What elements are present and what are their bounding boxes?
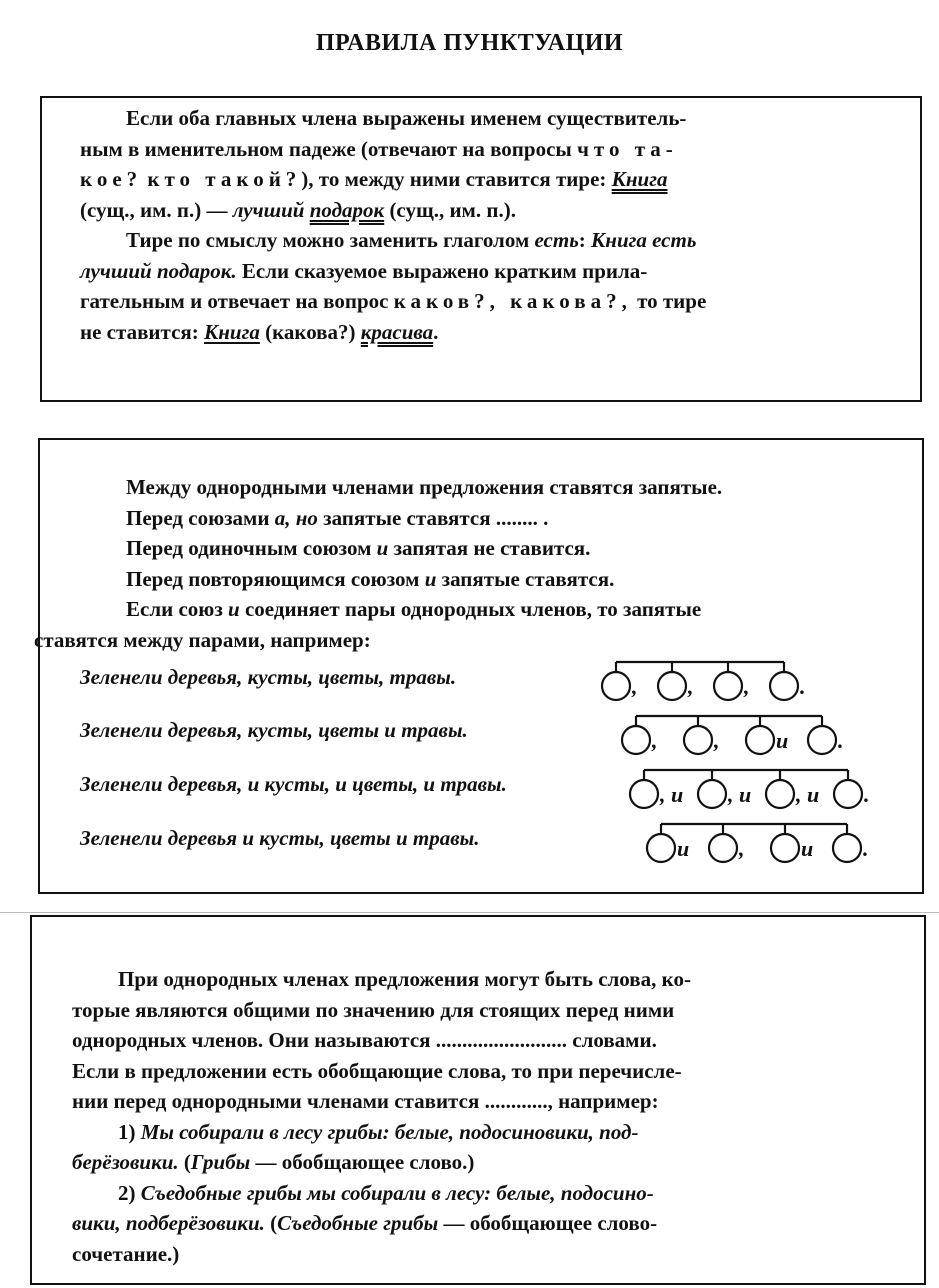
scheme-diagram <box>628 764 888 814</box>
example-predicate: красива <box>360 319 434 344</box>
blank-field: ............, например: <box>484 1089 659 1113</box>
text-line: ставятся между парами, например: <box>34 627 371 652</box>
text-line: словами. <box>572 1028 657 1052</box>
scheme-circle <box>771 834 799 862</box>
text-line: При однородных членах предложения могут быть слова, ко- <box>118 967 691 991</box>
page-title: ПРАВИЛА ПУНКТУАЦИИ <box>315 30 624 56</box>
scheme-circle <box>770 672 798 700</box>
scheme-circle <box>714 672 742 700</box>
text-line: ), то между ними ставится тире: <box>301 167 607 191</box>
example-sentence: берёзовики. <box>72 1150 179 1174</box>
scheme-separator: , <box>688 674 694 699</box>
text-line: Перед одиночным союзом <box>126 536 372 560</box>
scheme-circle <box>602 672 630 700</box>
question-text: кое? <box>80 167 143 191</box>
text-line: Тире по смыслу можно заменить глаголом <box>126 228 530 252</box>
example-word: есть <box>534 228 579 252</box>
conjunction: и <box>376 536 389 560</box>
text-line: Если сказуемое выражено кратким прила- <box>241 258 648 283</box>
question-text: каков?, какова?, <box>393 289 632 313</box>
text-line: не ставится: <box>80 319 199 344</box>
scheme-separator: и <box>677 836 690 861</box>
text-line: Перед повторяющимся союзом <box>126 566 420 591</box>
text-line: Перед союзами <box>126 505 270 530</box>
text-line: . <box>433 319 439 344</box>
example-sentence: вики, подберёзовики. <box>72 1211 265 1235</box>
scheme-circle <box>647 834 675 862</box>
text-line: сочетание.) <box>72 1241 180 1266</box>
text-line: — обобщающее слово- <box>443 1211 658 1235</box>
text-line: запятая не ставится. <box>393 536 591 560</box>
scheme-diagram <box>600 656 830 706</box>
scheme-separator: и <box>776 728 789 753</box>
question-text: (какова?) <box>265 319 356 344</box>
list-number: 1) <box>118 1119 136 1144</box>
text-line: ( <box>183 1150 191 1174</box>
example-subject: Книга <box>204 319 260 344</box>
scheme-circle <box>630 780 658 808</box>
example-word: Грибы <box>190 1150 251 1174</box>
text-line: : <box>578 228 586 252</box>
dash-rule-text <box>80 103 883 347</box>
example-subject: Книга <box>611 167 668 191</box>
text-line: ( <box>270 1211 278 1235</box>
scheme-circle <box>698 780 726 808</box>
scheme-separator: . <box>863 836 869 861</box>
example-word: Съедобные грибы <box>277 1211 439 1235</box>
example-sentence: Зеленели деревья, кусты, цветы, травы. <box>80 665 457 689</box>
scheme-separator: , <box>632 674 638 699</box>
scheme-circle <box>834 780 862 808</box>
scheme-separator: , <box>744 674 750 699</box>
example-sentence: Книга есть <box>591 228 697 252</box>
scheme-separator: , и <box>660 782 684 807</box>
text-line: — обобщающее слово.) <box>255 1150 475 1174</box>
scheme-separator: , <box>714 728 720 753</box>
text-line: (сущ., им. п.). <box>389 197 516 222</box>
example-sentence: Зеленели деревья и кусты, цветы и травы. <box>80 826 480 850</box>
text-line: запятые ставятся. <box>441 566 615 591</box>
scheme-circle <box>746 726 774 754</box>
scheme-separator: , и <box>796 782 820 807</box>
example-sentence: Зеленели деревья, кусты, цветы и травы. <box>80 718 468 742</box>
blank-field: ......................... <box>435 1028 568 1052</box>
text-line: (сущ., им. п.) — <box>80 197 228 222</box>
question-text: что та- <box>577 136 678 161</box>
text-line: Если в предложении есть обобщающие слова, то при перечисле- <box>72 1058 682 1083</box>
question-text: кто такой? <box>147 167 302 191</box>
text-line: соединяет пары однородных членов, то запятые <box>244 597 702 621</box>
text-line: то тире <box>637 289 707 313</box>
conjunction: и <box>424 566 437 591</box>
conjunction: а, но <box>274 505 318 530</box>
example-sentence: Съедобные грибы мы собирали в лесу: белые, подосино- <box>140 1180 654 1205</box>
scheme-separator: , и <box>728 782 752 807</box>
comma-rule-text <box>34 472 883 655</box>
text-line: нии перед однородными членами ставится <box>72 1089 480 1113</box>
text-line: Если оба главных члена выражены именем существитель- <box>126 106 687 130</box>
text-line: однородных членов. Они называются <box>72 1028 431 1052</box>
scheme-diagram <box>620 710 860 760</box>
generalizing-rule-text <box>72 964 886 1269</box>
scheme-circle <box>622 726 650 754</box>
scheme-separator: , <box>652 728 658 753</box>
scheme-circle <box>684 726 712 754</box>
conjunction: и <box>228 597 240 621</box>
example-word: лучший <box>232 197 305 222</box>
list-number: 2) <box>118 1180 136 1205</box>
text-line: Если союз <box>126 597 223 621</box>
scheme-circle <box>808 726 836 754</box>
scheme-separator: и <box>801 836 814 861</box>
scheme-diagram <box>645 818 885 868</box>
text-line: гательным и отвечает на вопрос <box>80 289 389 313</box>
example-sentence: Мы собирали в лесу грибы: белые, подосиновики, под- <box>140 1119 639 1144</box>
scheme-separator: . <box>838 728 844 753</box>
scheme-separator: . <box>864 782 870 807</box>
scheme-separator: . <box>800 674 806 699</box>
text-line: торые являются общими по значению для стоящих перед ними <box>72 997 675 1022</box>
scheme-circle <box>833 834 861 862</box>
scheme-circle <box>709 834 737 862</box>
divider <box>0 912 939 913</box>
example-sentence: лучший подарок. <box>80 258 237 283</box>
text-line: запятые ставятся ........ . <box>323 505 549 530</box>
scheme-circle <box>766 780 794 808</box>
example-predicate: подарок <box>309 197 385 222</box>
text-line: Между однородными членами предложения ставятся запятые. <box>126 475 723 499</box>
example-sentence: Зеленели деревья, и кусты, и цветы, и травы. <box>80 772 507 796</box>
text-line: ным в именительном падеже (отвечают на вопросы <box>80 136 572 161</box>
scheme-circle <box>658 672 686 700</box>
scheme-separator: , <box>739 836 745 861</box>
